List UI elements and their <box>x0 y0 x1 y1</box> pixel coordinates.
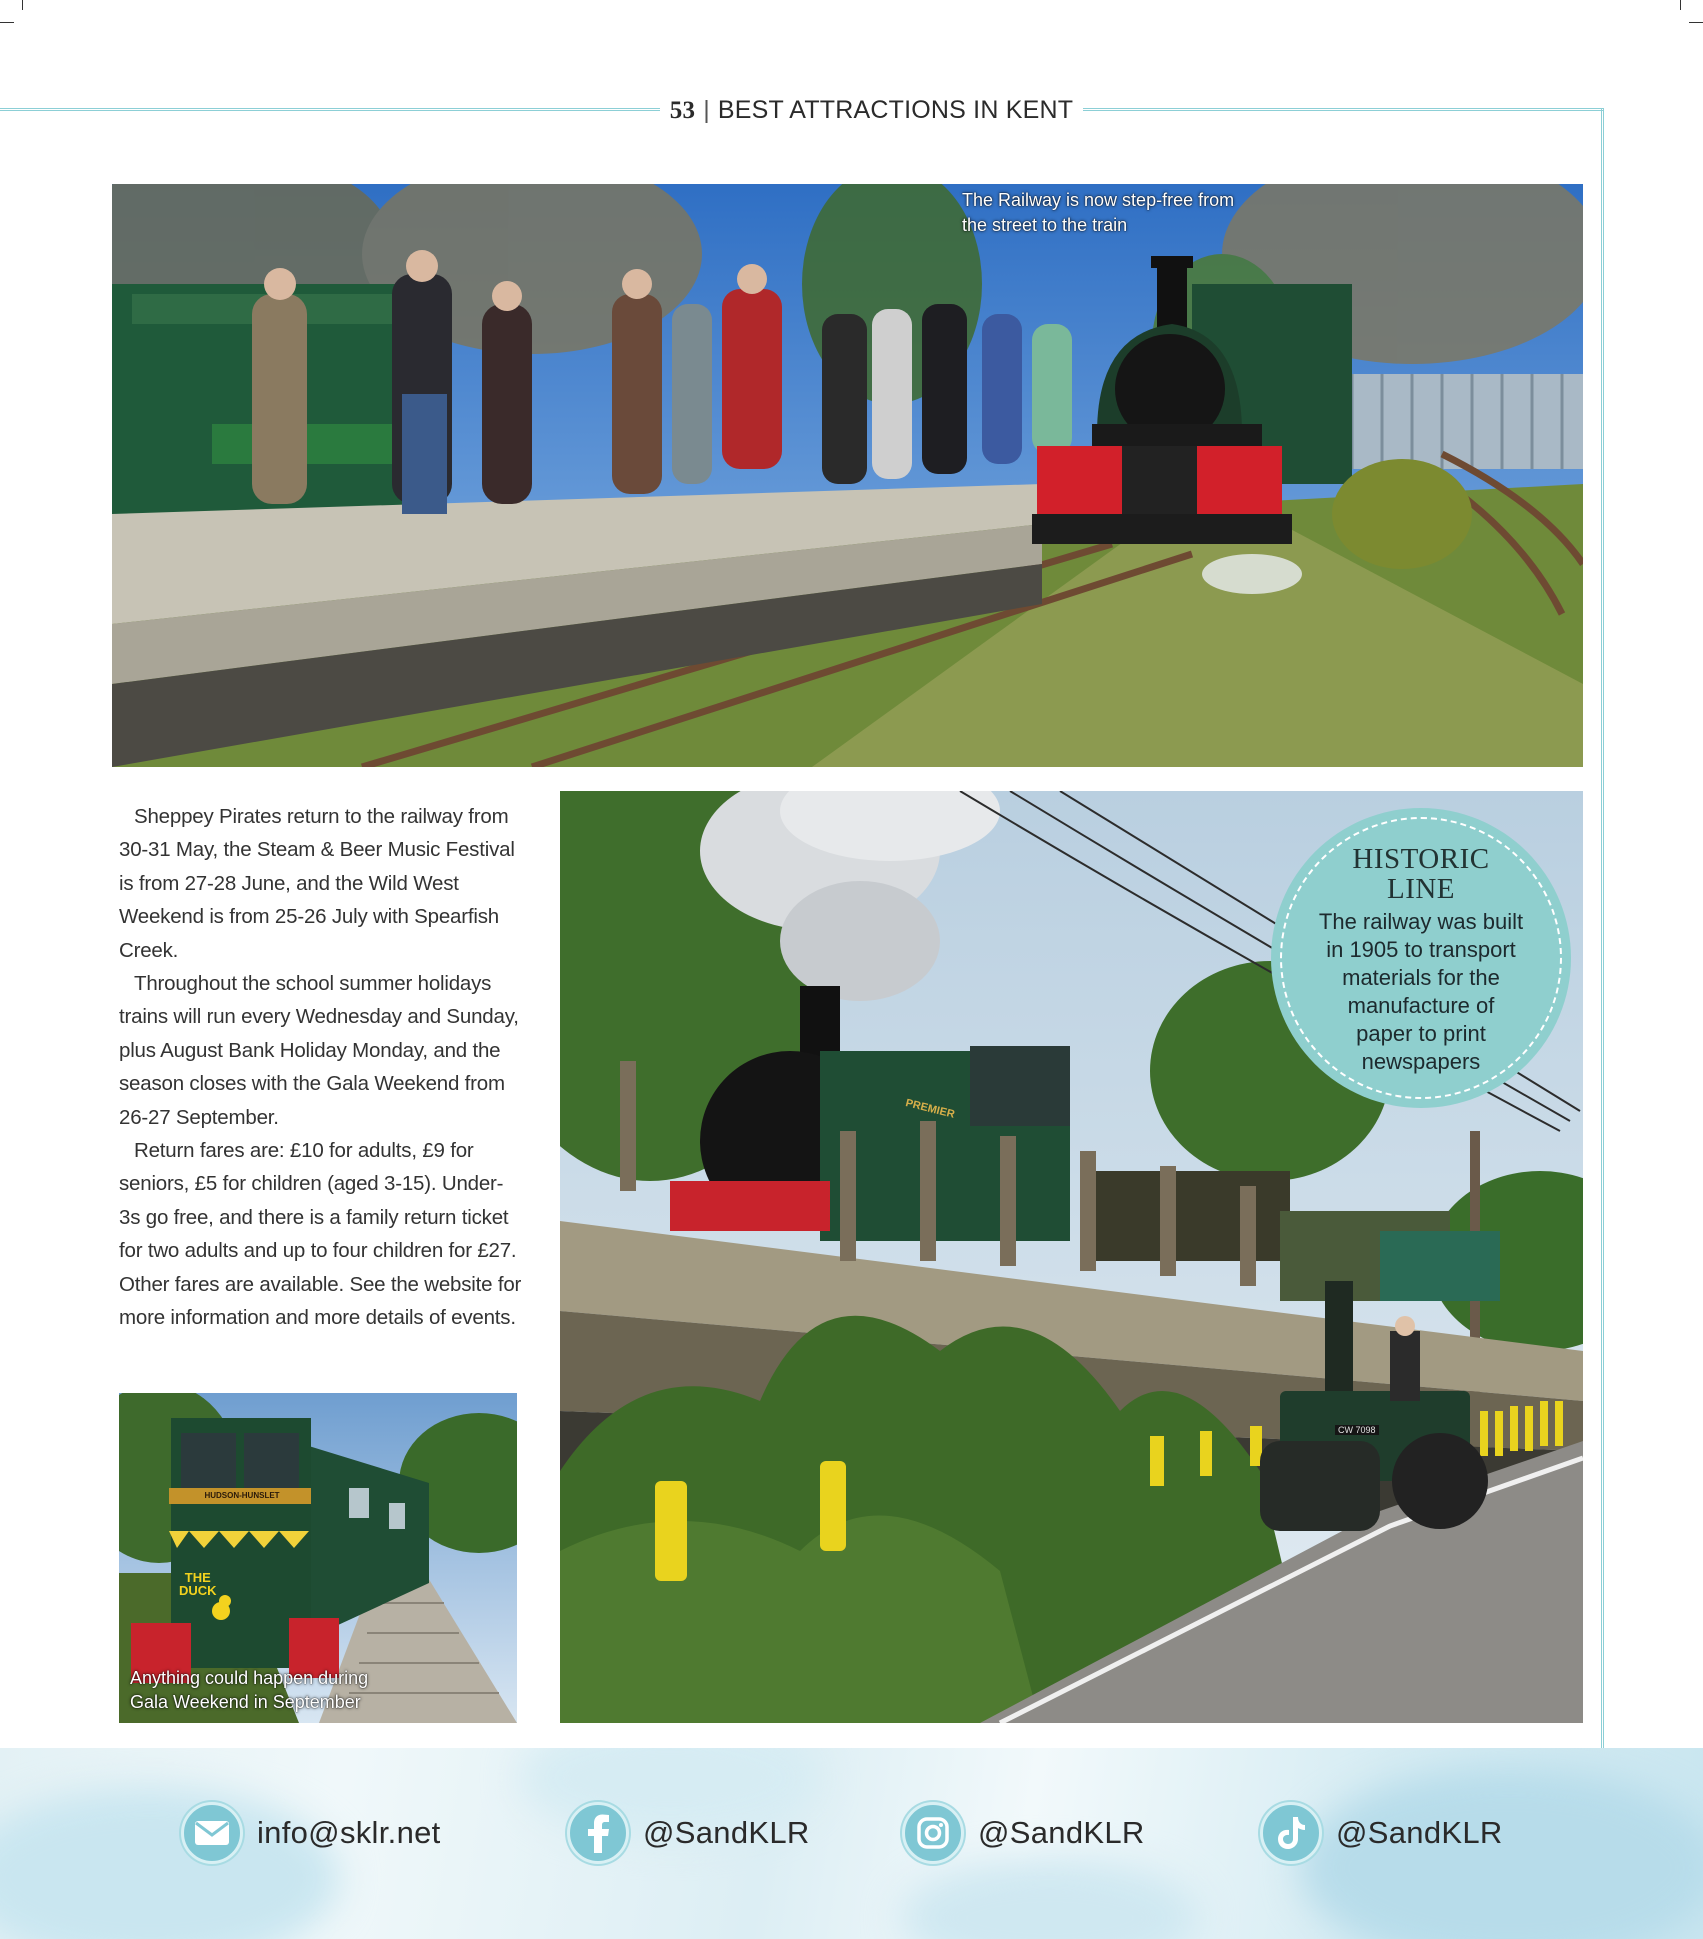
bottom-left-caption: Anything could happen during Gala Weekend in September <box>130 1668 369 1712</box>
historic-line-badge <box>1271 808 1571 1108</box>
contact-tiktok[interactable] <box>1260 1800 1503 1866</box>
the-duck-sign: THE DUCK <box>179 1570 217 1598</box>
contact-email[interactable] <box>181 1800 441 1866</box>
contact-facebook-label[interactable]: @SandKLR <box>643 1815 810 1850</box>
article-paragraph: Sheppey Pirates return to the railway from 30-31 May, the Steam & Beer Music Festival is from 27-28 June, and the Wild West Weekend is from 25-26 July with Spearfish Creek. <box>119 805 515 962</box>
photo-diesel-loco-the-duck <box>119 1393 517 1723</box>
email-icon <box>181 1802 243 1864</box>
contact-facebook[interactable] <box>567 1800 810 1866</box>
article-paragraph: Throughout the school summer holidays trains will run every Wednesday and Sunday, plus August Bank Holiday Monday, and the season closes with the Gala Weekend from 26-27 September. <box>119 972 519 1129</box>
instagram-icon <box>902 1802 964 1864</box>
crop-mark <box>22 0 23 10</box>
running-header <box>0 96 1703 125</box>
crop-mark <box>1680 0 1681 10</box>
photo-platform-steam-train <box>112 184 1583 767</box>
badge-text: The railway was built in 1905 to transport materials for the manufacture of paper to print newspapers <box>1318 909 1524 1074</box>
nameboard-label: HUDSON-HUNSLET <box>204 1491 280 1500</box>
crop-mark <box>0 22 14 23</box>
badge-title: HISTORIC LINE <box>1352 843 1490 905</box>
contact-tiktok-label[interactable]: @SandKLR <box>1336 1815 1503 1850</box>
contact-instagram[interactable] <box>902 1800 1145 1866</box>
contact-instagram-label[interactable]: @SandKLR <box>978 1815 1145 1850</box>
crop-mark <box>1689 22 1703 23</box>
platform-scene-illustration <box>112 184 1583 767</box>
article-paragraph: Return fares are: £10 for adults, £9 for seniors, £5 for children (aged 3-15). Under-3s go free, and there is a family return ticket for two adults and up to four children for £27. Other fares are available. See the website for more information and more details of events. <box>119 1139 522 1330</box>
section-title: BEST ATTRACTIONS IN KENT <box>717 96 1074 124</box>
contact-email-label[interactable]: info@sklr.net <box>257 1815 441 1850</box>
tiktok-icon <box>1260 1802 1322 1864</box>
page-number: 53 <box>669 97 696 124</box>
header-separator: | <box>703 96 710 124</box>
facebook-icon <box>567 1802 629 1864</box>
watercolor-blot <box>900 1858 1200 1939</box>
article-body <box>119 800 524 1335</box>
loco-nameplate: PREMIER <box>904 1097 956 1121</box>
top-photo-caption: The Railway is now step-free from the street to the train <box>962 190 1235 235</box>
roller-number-plate: CW 7098 <box>1335 1425 1379 1435</box>
page-frame-rule <box>1601 108 1604 1748</box>
